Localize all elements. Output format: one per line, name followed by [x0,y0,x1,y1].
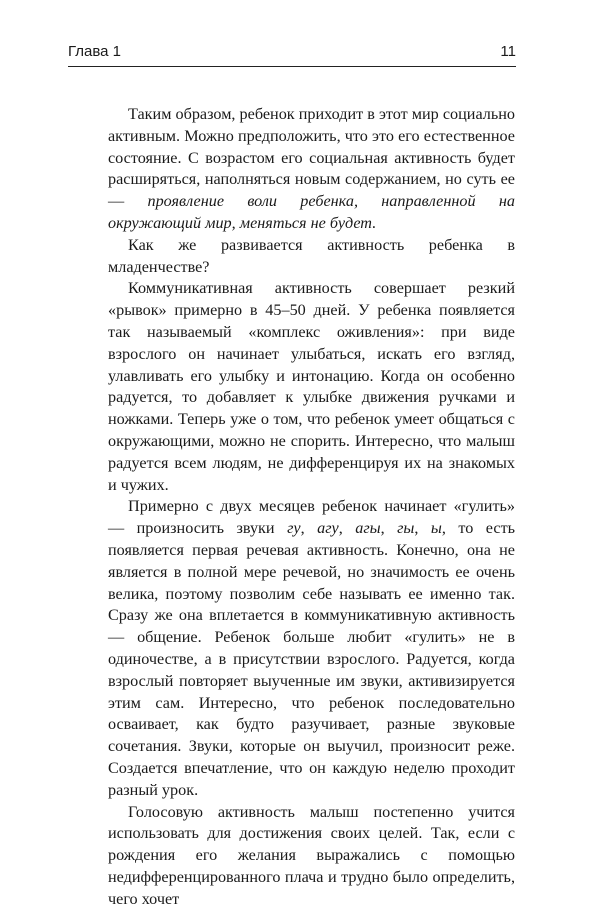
separator: , [339,519,356,537]
sound-example: агу [317,519,339,537]
running-header [68,40,516,67]
paragraph-1-italic: проявление воли ребенка, направленной на окружающий мир, меняться не будет. [108,192,515,232]
paragraph-5: Голосовую активность малыш постепенно учится использовать для достижения своих целей. Так, если с рождения его желания выражались с помощью недифференцированного плача и трудно было определить, чего хочет [108,802,515,910]
paragraph-4-text-b: , то есть появляется первая речевая активность. Конечно, она не является в полной мере речевой, но значимость ее очень велика, поэтому позволим себе называть ее именно так. Сразу же она вплетается в коммуникативную активность — общение. Ребенок больше любит «гулить» не в одиночестве, а в присутствии взрослого. Радуется, когда взрослый повторяет выученные им звуки, активизируется этим сам. Интересно, что ребенок последовательно осваивает, как будто разучивает, разные звуковые сочетания. Звуки, которые он выучил, произносит реже. Создается впечатление, что он каждую неделю проходит разный урок. [108,519,515,799]
sound-example: ы [431,519,442,537]
sound-example: гы [397,519,414,537]
separator: , [381,519,398,537]
paragraph-4 [108,496,515,801]
sound-example: гу [287,519,301,537]
page-number: 11 [500,43,516,60]
paragraph-4-text-a: Примерно с двух месяцев ребенок начинает «гулить» — произносить звуки [108,497,515,537]
body-text [108,104,515,910]
sound-example: агы [355,519,380,537]
chapter-title: Глава 1 [68,43,121,60]
separator: , [414,519,431,537]
paragraph-1 [108,104,515,235]
paragraph-3: Коммуникативная активность совершает резкий «рывок» примерно в 45–50 дней. У ребенка появляется так называемый «комплекс оживления»: при виде взрослого он начинает улыбаться, искать его взгляд, улавливать его улыбку и интонацию. Когда он особенно радуется, то добавляет к улыбке движения ручками и ножками. Теперь уже о том, что ребенок умеет общаться с окружающими, можно не спорить. Интересно, что малыш радуется всем людям, не дифференцируя их на знакомых и чужих. [108,278,515,496]
separator: , [301,519,318,537]
paragraph-1-text: Таким образом, ребенок приходит в этот мир социально активным. Можно предположить, что это его естественное состояние. С возрастом его социальная активность будет расширяться, наполняться новым содержанием, но суть ее — [108,105,515,210]
paragraph-2: Как же развивается активность ребенка в младенчестве? [108,235,515,279]
